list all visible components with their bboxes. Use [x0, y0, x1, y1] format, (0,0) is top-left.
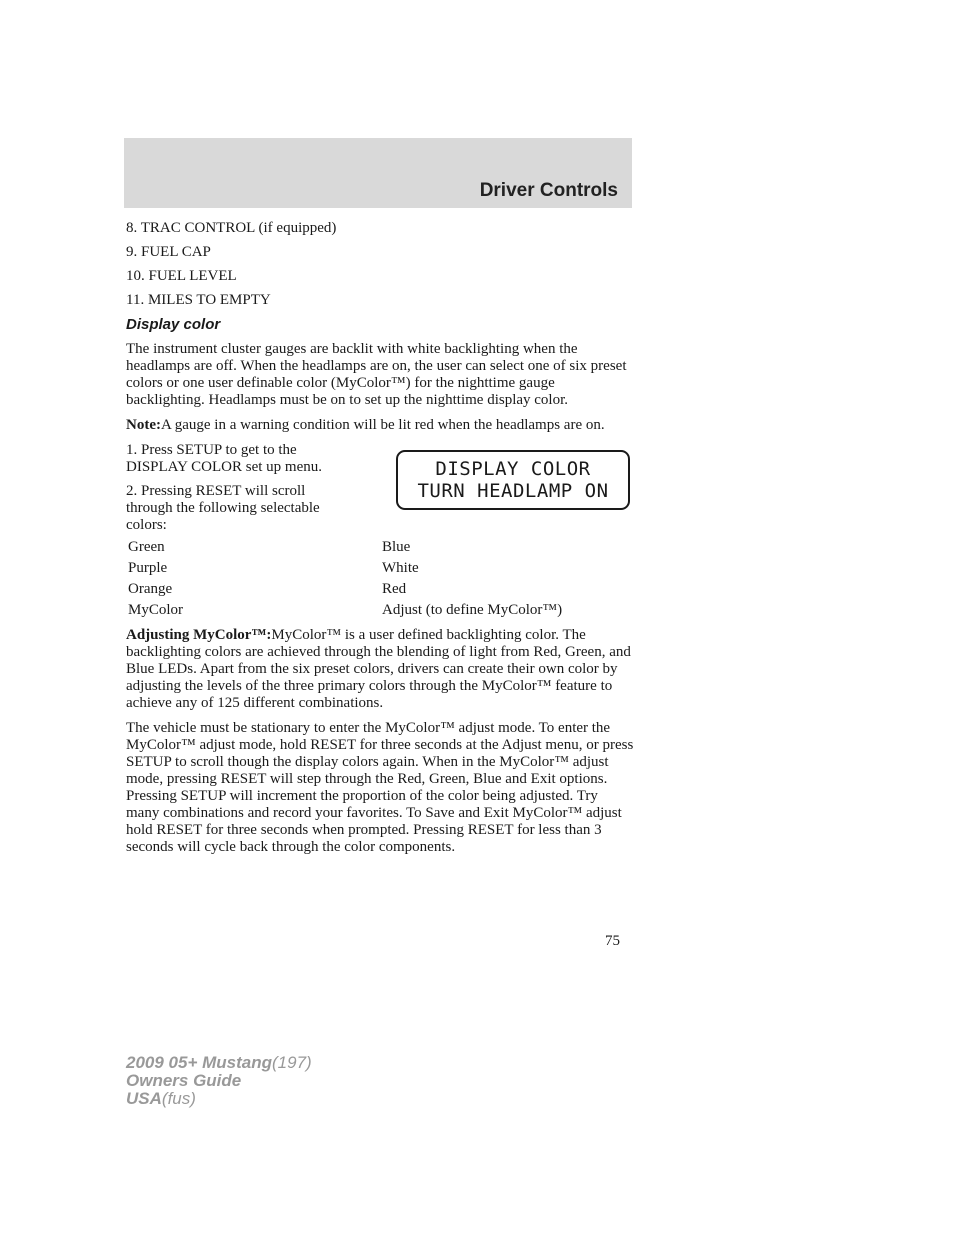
color-option: White	[382, 560, 419, 576]
list-item: 9. FUEL CAP	[126, 244, 211, 260]
header-band	[124, 138, 632, 208]
note-text: A gauge in a warning condition will be lit red when the headlamps are on.	[160, 417, 605, 433]
table-row	[126, 581, 562, 602]
color-option: Purple	[128, 560, 168, 576]
color-option: Orange	[128, 581, 173, 597]
footer	[126, 1054, 312, 1108]
color-option: Red	[382, 581, 407, 597]
lcd-line-1: DISPLAY COLOR	[435, 458, 591, 480]
display-color-intro: The instrument cluster gauges are backlit with white backlighting when the headlamps are off. When the headlamps are on, the user can select one of six preset colors or one user definable color (MyColor™) for the nighttime gauge backlighting. Headlamps must be on to set up the nighttime display color.	[126, 341, 627, 408]
footer-line-3	[126, 1090, 312, 1108]
footer-market: USA	[126, 1089, 162, 1108]
footer-market-code: (fus)	[161, 1089, 196, 1108]
note-label: Note:	[126, 417, 161, 433]
adjusting-label: Adjusting MyColor™:	[126, 627, 272, 643]
display-color-heading: Display color	[126, 316, 221, 333]
step-1: 1. Press SETUP to get to the DISPLAY COLOR set up menu.	[126, 442, 322, 475]
color-option: MyColor	[128, 602, 184, 618]
footer-line-1	[126, 1054, 312, 1072]
adjust-mode-paragraph: The vehicle must be stationary to enter the MyColor™ adjust mode. To enter the MyColor™ adjust mode, hold RESET for three seconds at the Adjust menu, or press SETUP to scroll though the display colors again. When in the MyColor™ adjust mode, pressing RESET will step through the Red, Green, Blue and Exit options. Pressing SETUP will increment the proportion of the color being adjusted. Try many combinations and record your favorites. To Save and Exit MyColor™ adjust hold RESET for three seconds when prompted. Pressing RESET for less than 3 seconds will cycle back through the color components.	[126, 720, 634, 855]
footer-model: 2009 05+ Mustang	[126, 1053, 272, 1072]
table-row	[126, 560, 562, 581]
color-option: Blue	[382, 539, 411, 555]
step-2: 2. Pressing RESET will scroll through the following selectable colors:	[126, 483, 320, 533]
list-item: 11. MILES TO EMPTY	[126, 292, 271, 308]
note-paragraph	[126, 417, 634, 434]
page-number: 75	[605, 933, 620, 949]
section-title: Driver Controls	[479, 180, 618, 201]
color-option: Adjust (to define MyColor™)	[382, 602, 563, 618]
color-options-table	[126, 539, 562, 623]
lcd-display-illustration	[396, 450, 630, 510]
steps-with-display	[126, 442, 634, 536]
lcd-line-2: TURN HEADLAMP ON	[417, 480, 609, 502]
color-option: Green	[128, 539, 165, 555]
adjusting-paragraph	[126, 627, 634, 712]
table-row	[126, 539, 562, 560]
footer-model-code: (197)	[272, 1053, 312, 1072]
page-body	[126, 220, 634, 864]
list-item: 8. TRAC CONTROL (if equipped)	[126, 220, 337, 236]
list-item: 10. FUEL LEVEL	[126, 268, 237, 284]
footer-line-2: Owners Guide	[126, 1071, 242, 1090]
steps	[126, 442, 354, 534]
table-row	[126, 602, 562, 623]
adjusting-text: MyColor™ is a user defined backlighting color. The backlighting colors are achieved through the blending of light from Red, Green, and Blue LEDs. Apart from the six preset colors, drivers can create their own color by adjusting the levels of the three primary colors through the MyColor™ feature to achieve any of 125 different combinations.	[126, 627, 631, 711]
